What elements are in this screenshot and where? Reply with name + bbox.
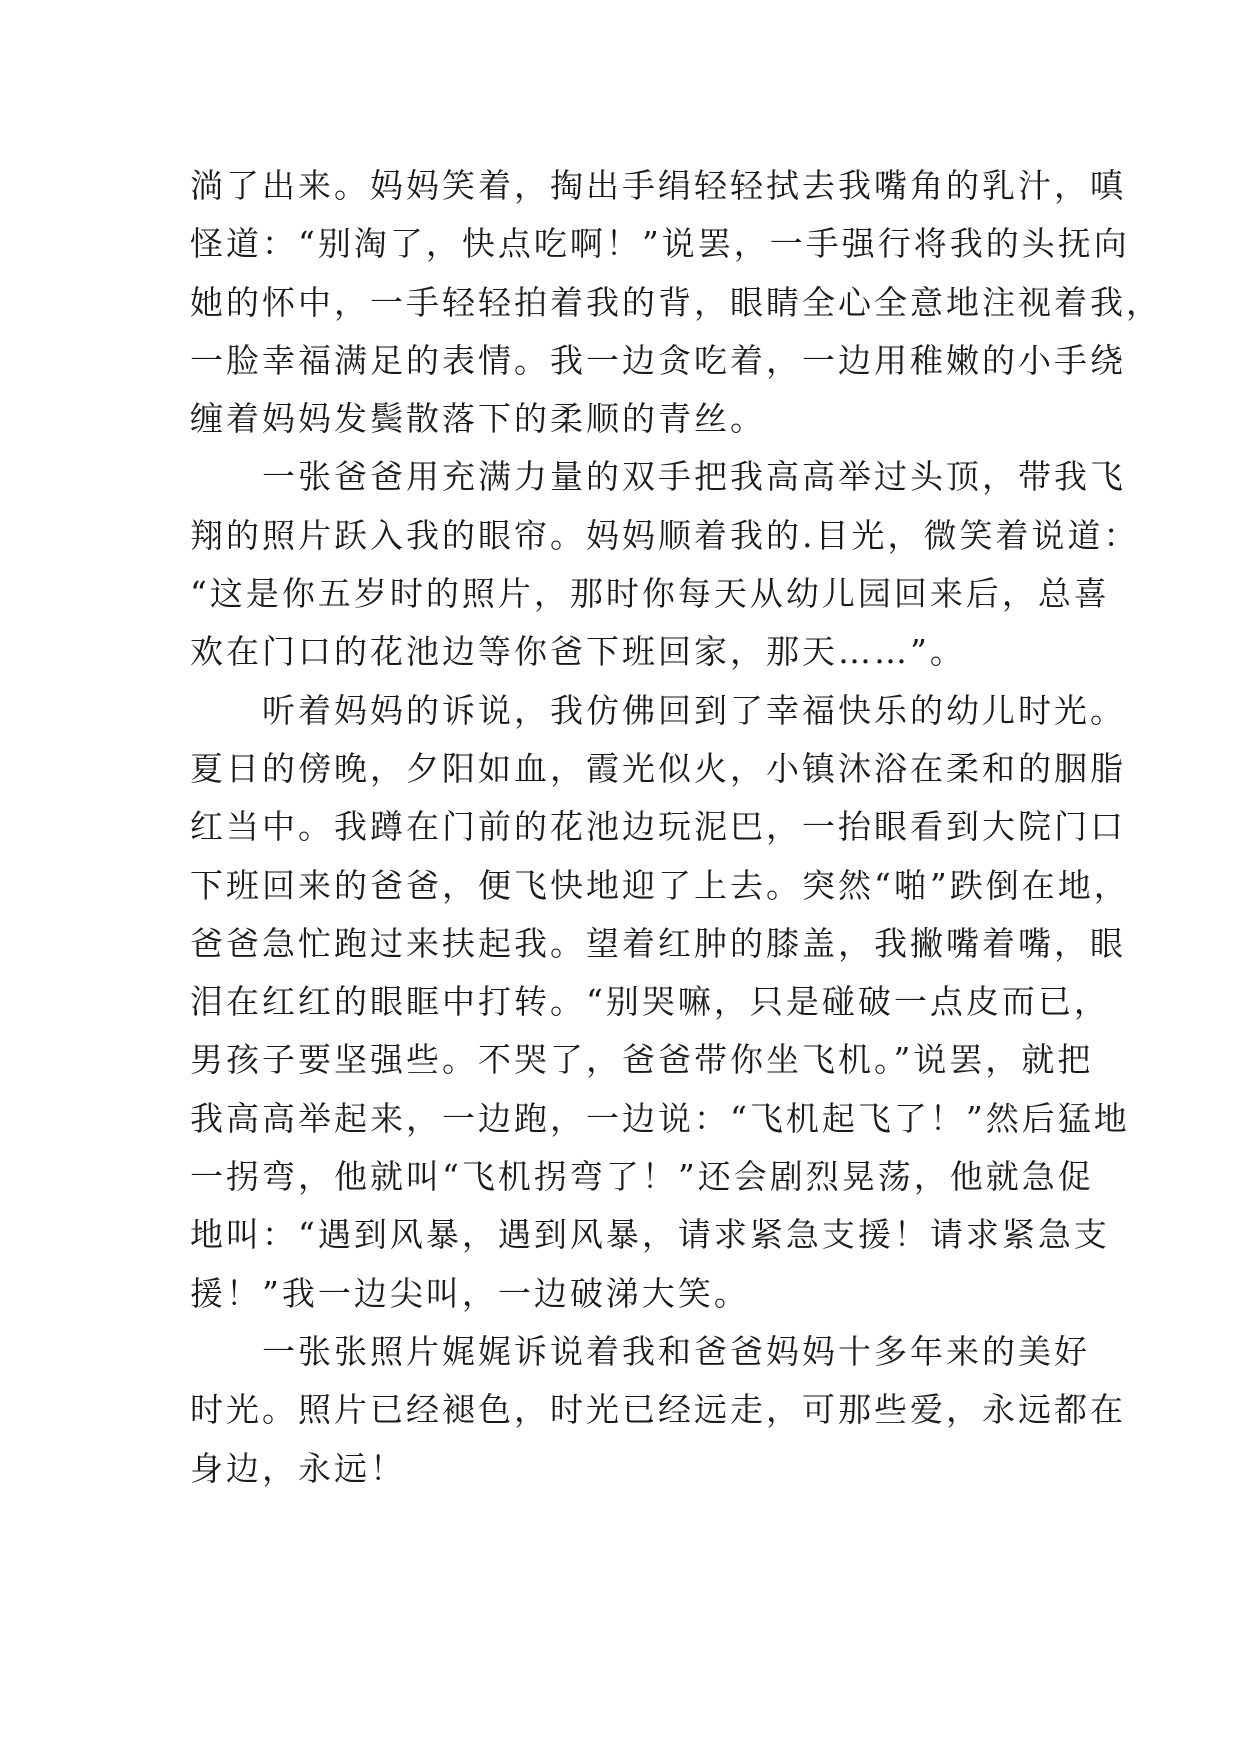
text-line: 下班回来的爸爸，便飞快地迎了上去。突然“啪”跌倒在地，	[190, 865, 1130, 905]
essay-body	[190, 157, 1162, 1498]
text-line: 淌了出来。妈妈笑着，掏出手绢轻轻拭去我嘴角的乳汁，嗔	[190, 166, 1126, 205]
text-line: 怪道：“别淘了，快点吃啊！”说罢，一手强行将我的头抚向	[190, 224, 1130, 264]
text-line: 一张张照片娓娓诉说着我和爸爸妈妈十多年来的美好	[190, 1331, 1090, 1371]
text-line: 一张爸爸用充满力量的双手把我高高举过头顶，带我飞	[190, 457, 1126, 497]
text-line: 时光。照片已经褪色，时光已经远走，可那些爱，永远都在	[190, 1390, 1126, 1430]
text-line: 缠着妈妈发鬓散落下的柔顺的青丝。	[190, 399, 766, 439]
text-line: 男孩子要坚强些。不哭了，爸爸带你坐飞机。”说罢，就把	[190, 1040, 1094, 1080]
text-line: 爸爸急忙跑过来扶起我。望着红肿的膝盖，我撇嘴着嘴，眼	[190, 923, 1126, 963]
text-line: 身边，永远！	[190, 1448, 406, 1488]
text-line: 欢在门口的花池边等你爸下班回家，那天……”。	[190, 632, 966, 672]
text-line: “这是你五岁时的照片，那时你每天从幼儿园回来后，总喜	[190, 574, 1110, 614]
text-line: 地叫：“遇到风暴，遇到风暴，请求紧急支援！请求紧急支	[190, 1215, 1110, 1255]
text-line: 一拐弯，他就叫“飞机拐弯了！”还会剧烈晃荡，他就急促	[190, 1157, 1094, 1197]
text-line: 一脸幸福满足的表情。我一边贪吃着，一边用稚嫩的小手绕	[190, 340, 1126, 380]
text-line: 翔的照片跃入我的眼帘。妈妈顺着我的.目光，微笑着说道：	[190, 515, 1140, 555]
text-line: 她的怀中，一手轻轻拍着我的背，眼睛全心全意地注视着我，	[190, 282, 1162, 322]
text-line: 泪在红红的眼眶中打转。“别哭嘛，只是碰破一点皮而已，	[190, 982, 1110, 1022]
text-line: 援！”我一边尖叫，一边破涕大笑。	[190, 1273, 750, 1313]
text-line: 红当中。我蹲在门前的花池边玩泥巴，一抬眼看到大院门口	[190, 807, 1126, 847]
text-line: 听着妈妈的诉说，我仿佛回到了幸福快乐的幼儿时光。	[190, 690, 1126, 730]
text-line: 我高高举起来，一边跑，一边说：“飞机起飞了！”然后猛地	[190, 1098, 1130, 1138]
text-line: 夏日的傍晚，夕阳如血，霞光似火，小镇沐浴在柔和的胭脂	[190, 748, 1126, 788]
